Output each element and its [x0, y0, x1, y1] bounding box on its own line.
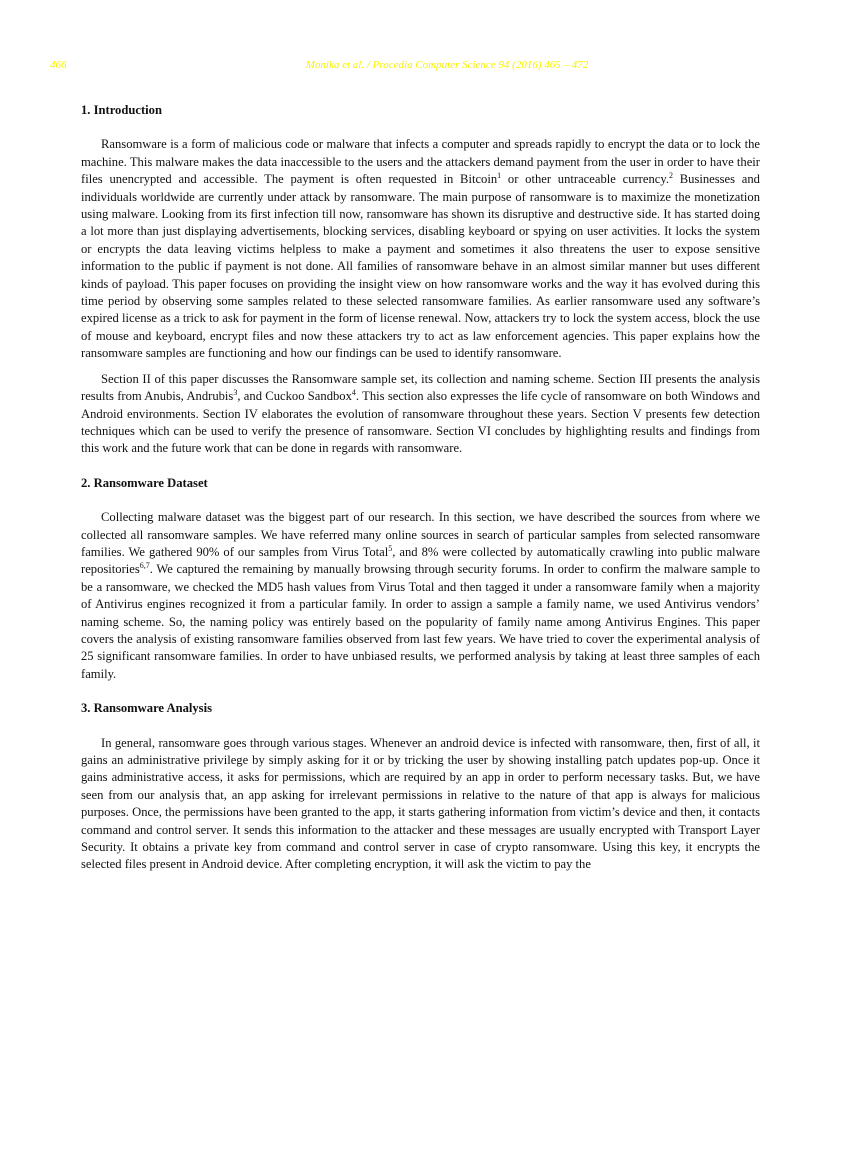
running-header: Monika et al. / Procedia Computer Science 94 (2016) 465 – 472: [305, 59, 589, 71]
section-heading: 3. Ransomware Analysis: [81, 701, 212, 716]
section: [81, 475, 760, 700]
paragraph: [81, 509, 760, 683]
paragraph-text: . We captured the remaining by manually browsing through security forums. In order to confirm the malware sample to be a ransomware, we checked the MD5 hash values from Virus Total and then tagged it under a ransomware family when a majority of Antivirus engines recognized it from a particular family. In order to assign a sample a family name, we used Antivirus vendors’ naming scheme. So, the naming policy was entirely based on the popularity of family name among Antivirus Engines. This paper covers the analysis of existing ransomware families observed from last few years. We have tried to cover the experimental analysis of 25 significant ransomware families. In order to have unbiased results, we performed analysis by taking at least three samples of each family.: [81, 562, 760, 681]
paragraph-text: or other untraceable currency.: [501, 172, 669, 187]
paragraph-text: , and 8% were collected by automatically crawling into public malware repositories: [81, 544, 760, 577]
paragraph-text: . This section also expresses the life cycle of ransomware on both Windows and Android environments. Section IV elaborates the evolution of ransomware throughout these years. Section V presents few detection techniques which can be used to verify the presence of ransomware. Section VI concludes by highlighting results and findings from this work and the future work that can be done in regards with ransomware.: [81, 389, 761, 456]
paragraph: [81, 735, 760, 874]
page-number: 466: [50, 59, 67, 71]
paragraph-text: , and Cuckoo Sandbox: [237, 389, 352, 404]
section-heading: 1. Introduction: [81, 103, 162, 117]
paragraph-text: Collecting malware dataset was the biggest part of our research. In this section, we have described the sources from where we collected all ransomware samples. We have referred many online sources in search of particular samples from selected ransomware families. We gathered 90% of our samples from Virus Total: [81, 510, 760, 559]
section-heading: 2. Ransomware Dataset: [81, 475, 208, 490]
citation-superscript: 4: [351, 387, 356, 397]
paragraph-text: In general, ransomware goes through various stages. Whenever an android device is infected with ransomware, then, first of all, it gains an administrative privilege by simply asking for it or by tricking the user by showing installing patch updates pop-up. Once it gains administrative access, it asks for permissions, which are required by an app in order to perform necessary tasks. But, we have seen from our analysis that, an app asking for irrelevant permissions in relative to the nature of that app is always for malicious purposes. Once, the permissions have been granted to the app, it starts gathering information from victim’s device and then, it contacts command and control server. It sends this information to the attacker and these messages are usually encrypted with Transport Layer Security. It obtains a private key from command and control server in case of crypto ransomware. Using this key, it encrypts the selected files present in Android device. After completing encryption, it will ask the victim to pay the: [81, 735, 760, 872]
section: [81, 102, 760, 475]
paper-body: [81, 102, 760, 874]
paragraph: [81, 371, 760, 458]
citation-superscript: 3: [233, 387, 238, 397]
paragraph-text: Section II of this paper discusses the Ransomware sample set, its collection and naming scheme. Section III presents the analysis results from Anubis, Andrubis: [81, 371, 760, 404]
citation-superscript: 5: [388, 543, 393, 553]
citation-superscript: 1: [497, 171, 502, 181]
citation-superscript: 2: [668, 171, 673, 181]
paragraph: [81, 136, 760, 362]
section: [81, 700, 760, 874]
citation-superscript: 6,7: [139, 561, 150, 571]
paragraph-text: Businesses and individuals worldwide are currently under attack by ransomware. The main purpose of ransomware is to maximize the monetization using malware. Looking from its first infection till now, ransomware has shown its disruptive and destructive side. It has started doing a lot more than just displaying advertisements, blocking services, disabling keyboard or spying on user activities. It locks the system or encrypts the data leaving victims helpless to make a payment and sometimes it also threatens the user to expose sensitive information to the public if payment is not done. All families of ransomware behave in an almost similar manner but uses different kinds of payload. This paper focuses on providing the insight view on how ransomware works and the way it has evolved during this time period by observing some samples related to these selected ransomware families. As earlier ransomware used any software’s expired license as a trick to ask for payment in the form of license renewal. Now, attackers try to lock the system access, block the use of mouse and keyboard, encrypt files and now these attackers try to act as law enforcement agencies. This paper explains how the ransomware samples are functioning and how our findings can be used to identify ransomware.: [81, 172, 760, 361]
paragraph-text: Ransomware is a form of malicious code or malware that infects a computer and spreads rapidly to encrypt the data or to lock the machine. This malware makes the data inaccessible to the users and the attackers demand payment from the user in order to have their files unencrypted and accessible. The payment is often requested in Bitcoin: [81, 137, 760, 187]
